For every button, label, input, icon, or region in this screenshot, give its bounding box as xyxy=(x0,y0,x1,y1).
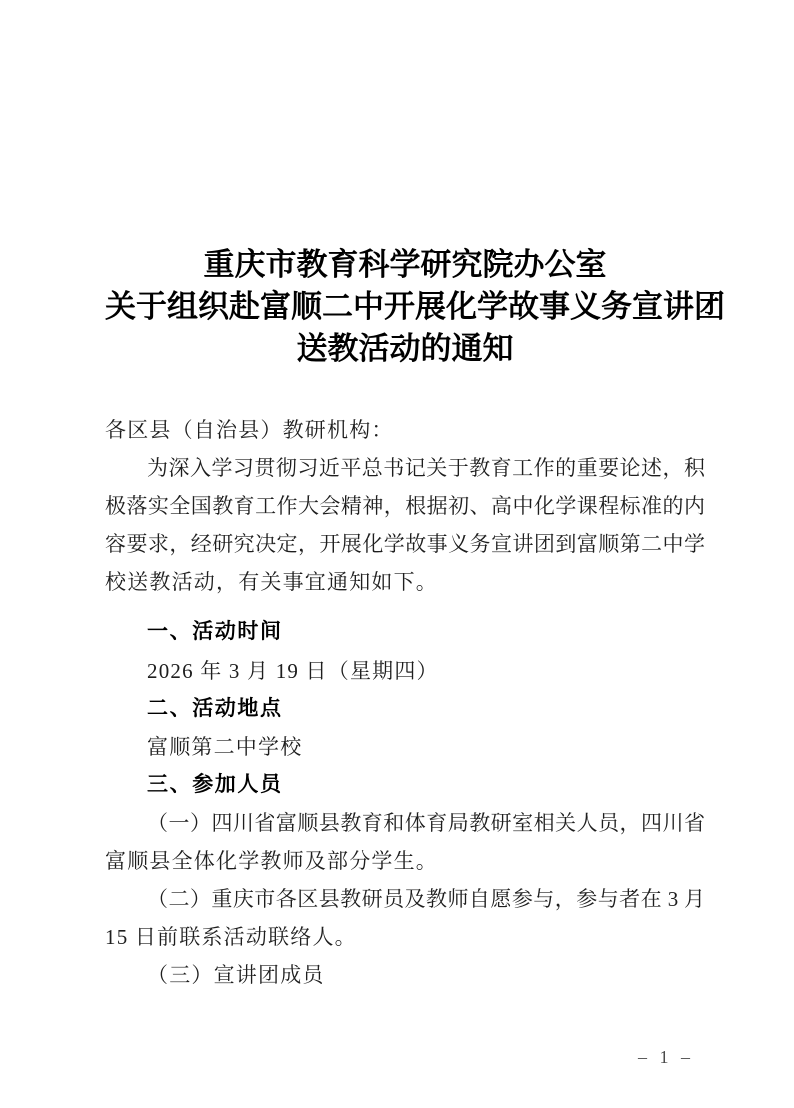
section-2-location-line: 富顺第二中学校 xyxy=(147,734,303,759)
section-3-item-2-line-2: 15 日前联系活动联络人。 xyxy=(105,925,357,950)
section-3-item-3-line: （三）宣讲团成员 xyxy=(147,963,325,988)
document-body xyxy=(105,411,705,994)
salutation-line: 各区县（自治县）教研机构： xyxy=(105,418,394,442)
intro-line-3: 容要求，经研究决定，开展化学故事义务宣讲团到富顺第二中学 xyxy=(105,532,705,557)
section-1-heading: 一、活动时间 xyxy=(147,620,283,644)
section-2-heading: 二、活动地点 xyxy=(147,696,283,720)
section-3-item-2-line-1: （二）重庆市各区县教研员及教师自愿参与，参与者在 3 月 xyxy=(147,887,705,912)
section-3-item-1-line-1: （一）四川省富顺县教育和体育局教研室相关人员，四川省 xyxy=(147,810,705,835)
title-line-3: 送教活动的通知 xyxy=(296,331,514,366)
page-number: – 1 – xyxy=(638,1047,694,1067)
title-line-1: 重庆市教育科学研究院办公室 xyxy=(203,247,607,282)
section-3-heading: 三、参加人员 xyxy=(147,772,283,796)
document-title xyxy=(105,244,725,370)
intro-line-1: 为深入学习贯彻习近平总书记关于教育工作的重要论述，积 xyxy=(147,456,705,481)
section-1-date-line: 2026 年 3 月 19 日（星期四） xyxy=(147,658,439,683)
intro-line-4: 校送教活动，有关事宜通知如下。 xyxy=(105,570,438,595)
section-3-item-1-line-2: 富顺县全体化学教师及部分学生。 xyxy=(105,849,438,874)
title-line-2: 关于组织赴富顺二中开展化学故事义务宣讲团 xyxy=(105,289,725,324)
document-content xyxy=(105,244,725,994)
intro-line-2: 极落实全国教育工作大会精神，根据初、高中化学课程标准的内 xyxy=(105,494,705,519)
